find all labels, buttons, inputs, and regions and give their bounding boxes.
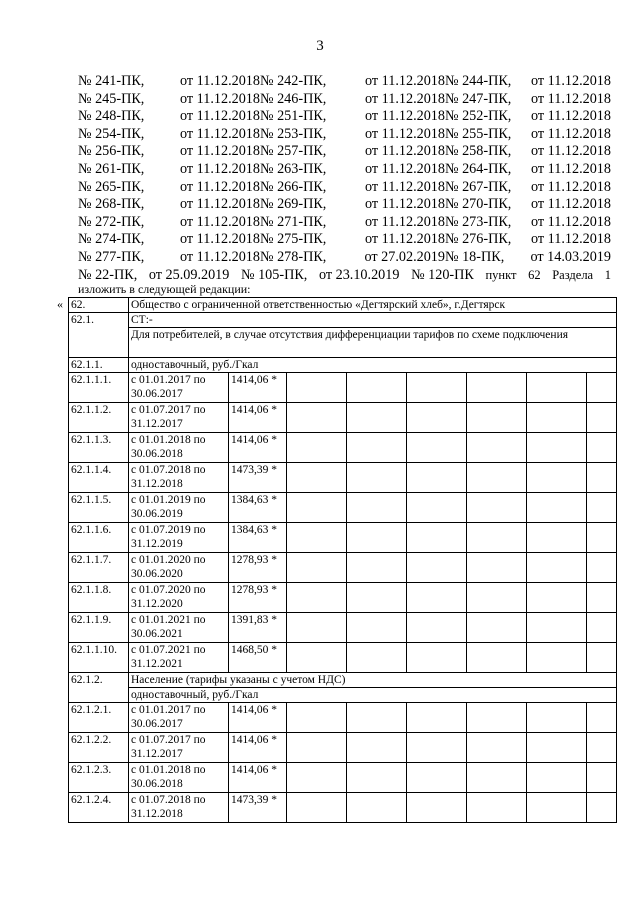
- empty-cell: [527, 763, 587, 793]
- table-row: 62.1.1. одноставочный, руб./Гкал: [69, 358, 617, 373]
- table-row: 62.1.1.7. с 01.01.2020 по 30.06.2020 1278,93 *: [69, 553, 617, 583]
- empty-cell: [587, 463, 617, 493]
- orders-last-line: № 22-ПК, от 25.09.2019 № 105-ПК, от 23.10.2019 № 120-ПК пункт 62 Раздела 1: [78, 266, 611, 283]
- empty-cell: [287, 703, 347, 733]
- table-row: 62.1.1.6. с 01.07.2019 по 31.12.2019 1384,63 *: [69, 523, 617, 553]
- empty-cell: [347, 373, 407, 403]
- empty-cell: [287, 523, 347, 553]
- table-row: одноставочный, руб./Гкал: [69, 688, 617, 703]
- empty-cell: [467, 583, 527, 613]
- empty-cell: [407, 373, 467, 403]
- orders-row: № 261-ПК, от 11.12.2018 № 263-ПК, от 11.12.2018 № 264-ПК, от 11.12.2018: [78, 160, 611, 177]
- empty-cell: [587, 583, 617, 613]
- empty-cell: [287, 493, 347, 523]
- empty-cell: [587, 373, 617, 403]
- empty-cell: [407, 793, 467, 823]
- empty-cell: [587, 733, 617, 763]
- empty-cell: [407, 463, 467, 493]
- table-row: 62.1.1.9. с 01.01.2021 по 30.06.2021 1391,83 *: [69, 613, 617, 643]
- table-row: 62.1.1.4. с 01.07.2018 по 31.12.2018 1473,39 *: [69, 463, 617, 493]
- empty-cell: [287, 433, 347, 463]
- table-row: 62.1.1.2. с 01.07.2017 по 31.12.2017 1414,06 *: [69, 403, 617, 433]
- table-row: 62.1.1.10. с 01.07.2021 по 31.12.2021 1468,50 *: [69, 643, 617, 673]
- empty-cell: [407, 553, 467, 583]
- empty-cell: [287, 403, 347, 433]
- empty-cell: [467, 553, 527, 583]
- empty-cell: [587, 403, 617, 433]
- empty-cell: [287, 793, 347, 823]
- empty-cell: [587, 523, 617, 553]
- table-row: 62.1.2.2. с 01.07.2017 по 31.12.2017 1414,06 *: [69, 733, 617, 763]
- tariff-table: [68, 297, 617, 823]
- empty-cell: [407, 583, 467, 613]
- empty-cell: [527, 373, 587, 403]
- empty-cell: [527, 523, 587, 553]
- empty-cell: [587, 793, 617, 823]
- empty-cell: [587, 613, 617, 643]
- orders-row: № 256-ПК, от 11.12.2018 № 257-ПК, от 11.12.2018 № 258-ПК, от 11.12.2018: [78, 143, 611, 160]
- empty-cell: [527, 463, 587, 493]
- orders-row: № 248-ПК, от 11.12.2018 № 251-ПК, от 11.12.2018 № 252-ПК, от 11.12.2018: [78, 108, 611, 125]
- empty-cell: [347, 403, 407, 433]
- empty-cell: [347, 463, 407, 493]
- empty-cell: [467, 613, 527, 643]
- table-row: 62. Общество с ограниченной ответственностью «Дегтярский хлеб», г.Дегтярск: [69, 298, 617, 313]
- empty-cell: [527, 433, 587, 463]
- empty-cell: [347, 643, 407, 673]
- empty-cell: [467, 643, 527, 673]
- empty-cell: [347, 703, 407, 733]
- empty-cell: [287, 613, 347, 643]
- intro-text: изложить в следующей редакции:: [78, 282, 251, 296]
- table-row: Для потребителей, в случае отсутствия дифференциации тарифов по схеме подключения: [69, 328, 617, 358]
- empty-cell: [467, 763, 527, 793]
- empty-cell: [407, 403, 467, 433]
- empty-cell: [287, 643, 347, 673]
- empty-cell: [587, 763, 617, 793]
- empty-cell: [527, 733, 587, 763]
- empty-cell: [287, 583, 347, 613]
- empty-cell: [407, 493, 467, 523]
- empty-cell: [527, 493, 587, 523]
- empty-cell: [527, 643, 587, 673]
- empty-cell: [407, 733, 467, 763]
- table-row: 62.1.2.1. с 01.01.2017 по 30.06.2017 1414,06 *: [69, 703, 617, 733]
- orders-row: № 265-ПК, от 11.12.2018 № 266-ПК, от 11.12.2018 № 267-ПК, от 11.12.2018: [78, 178, 611, 195]
- empty-cell: [587, 553, 617, 583]
- empty-cell: [347, 433, 407, 463]
- empty-cell: [527, 613, 587, 643]
- empty-cell: [467, 433, 527, 463]
- empty-cell: [587, 493, 617, 523]
- table-row: 62.1.1.1. с 01.01.2017 по 30.06.2017 1414,06 *: [69, 373, 617, 403]
- empty-cell: [467, 703, 527, 733]
- empty-cell: [467, 403, 527, 433]
- empty-cell: [467, 373, 527, 403]
- empty-cell: [287, 373, 347, 403]
- empty-cell: [527, 553, 587, 583]
- empty-cell: [407, 613, 467, 643]
- empty-cell: [347, 583, 407, 613]
- orders-row: № 241-ПК, от 11.12.2018 № 242-ПК, от 11.12.2018 № 244-ПК, от 11.12.2018: [78, 73, 611, 89]
- empty-cell: [587, 643, 617, 673]
- empty-cell: [407, 523, 467, 553]
- empty-cell: [287, 553, 347, 583]
- empty-cell: [407, 433, 467, 463]
- empty-cell: [527, 703, 587, 733]
- opening-quote: «: [57, 297, 63, 311]
- empty-cell: [527, 403, 587, 433]
- empty-cell: [527, 793, 587, 823]
- table-row: 62.1.2.4. с 01.07.2018 по 31.12.2018 1473,39 *: [69, 793, 617, 823]
- table-row: 62.1.2.3. с 01.01.2018 по 30.06.2018 1414,06 *: [69, 763, 617, 793]
- empty-cell: [587, 703, 617, 733]
- empty-cell: [287, 733, 347, 763]
- orders-row: № 245-ПК, от 11.12.2018 № 246-ПК, от 11.12.2018 № 247-ПК, от 11.12.2018: [78, 90, 611, 107]
- empty-cell: [347, 733, 407, 763]
- empty-cell: [347, 553, 407, 583]
- empty-cell: [467, 463, 527, 493]
- empty-cell: [467, 523, 527, 553]
- empty-cell: [467, 793, 527, 823]
- orders-row: № 274-ПК, от 11.12.2018 № 275-ПК, от 11.12.2018 № 276-ПК, от 11.12.2018: [78, 231, 611, 248]
- page-number: 3: [316, 38, 324, 54]
- table-row: 62.1.1.5. с 01.01.2019 по 30.06.2019 1384,63 *: [69, 493, 617, 523]
- table-row: 62.1.1.8. с 01.07.2020 по 31.12.2020 1278,93 *: [69, 583, 617, 613]
- table-row: 62.1. СТ:-: [69, 313, 617, 328]
- empty-cell: [287, 763, 347, 793]
- empty-cell: [347, 793, 407, 823]
- empty-cell: [347, 613, 407, 643]
- orders-row: № 268-ПК, от 11.12.2018 № 269-ПК, от 11.12.2018 № 270-ПК, от 11.12.2018: [78, 196, 611, 213]
- empty-cell: [467, 493, 527, 523]
- empty-cell: [527, 583, 587, 613]
- orders-row: № 272-ПК, от 11.12.2018 № 271-ПК, от 11.12.2018 № 273-ПК, от 11.12.2018: [78, 213, 611, 230]
- empty-cell: [347, 763, 407, 793]
- empty-cell: [407, 703, 467, 733]
- table-row: 62.1.2. Население (тарифы указаны с учетом НДС): [69, 673, 617, 688]
- empty-cell: [467, 733, 527, 763]
- empty-cell: [287, 463, 347, 493]
- empty-cell: [347, 493, 407, 523]
- empty-cell: [407, 763, 467, 793]
- empty-cell: [407, 643, 467, 673]
- orders-row: № 254-ПК, от 11.12.2018 № 253-ПК, от 11.12.2018 № 255-ПК, от 11.12.2018: [78, 125, 611, 142]
- orders-list: [78, 73, 611, 284]
- orders-row: № 277-ПК, от 11.12.2018 № 278-ПК, от 27.02.2019 № 18-ПК, от 14.03.2019: [78, 248, 611, 265]
- empty-cell: [347, 523, 407, 553]
- empty-cell: [587, 433, 617, 463]
- table-row: 62.1.1.3. с 01.01.2018 по 30.06.2018 1414,06 *: [69, 433, 617, 463]
